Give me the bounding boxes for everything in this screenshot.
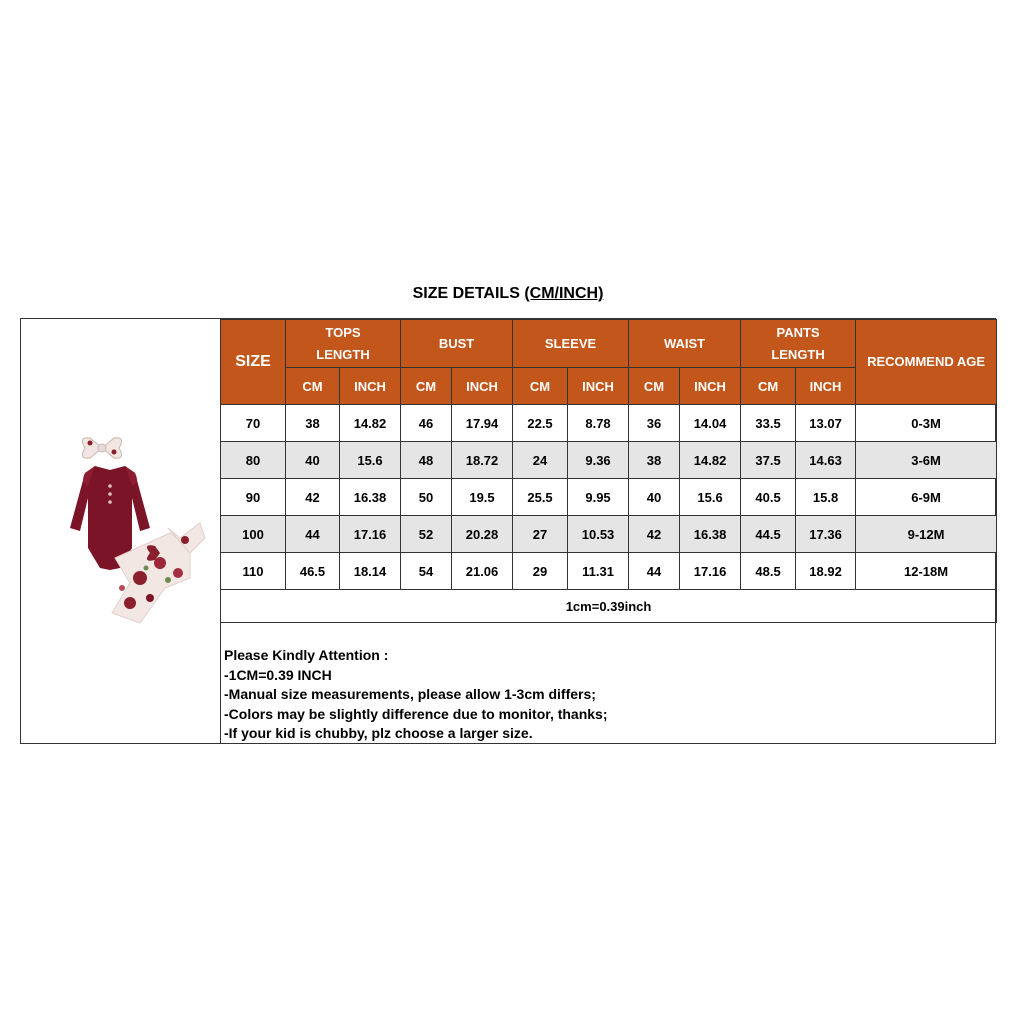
value-cell: 38 <box>629 442 680 479</box>
subheader-cm: CM <box>741 368 796 405</box>
value-cell: 48.5 <box>741 553 796 590</box>
size-cell: 90 <box>221 479 286 516</box>
value-cell: 15.6 <box>680 479 741 516</box>
value-cell: 17.16 <box>340 516 401 553</box>
subheader-inch: INCH <box>680 368 741 405</box>
size-cell: 70 <box>221 405 286 442</box>
subheader-cm: CM <box>401 368 452 405</box>
table-row <box>221 516 997 553</box>
value-cell: 13.07 <box>796 405 856 442</box>
size-cell: 100 <box>221 516 286 553</box>
value-cell: 24 <box>513 442 568 479</box>
attention-notes <box>224 646 608 744</box>
subheader-inch: INCH <box>452 368 513 405</box>
value-cell: 14.82 <box>340 405 401 442</box>
age-cell: 12-18M <box>856 553 997 590</box>
header-sleeve: SLEEVE <box>513 320 629 368</box>
subheader-inch: INCH <box>568 368 629 405</box>
subheader-cm: CM <box>513 368 568 405</box>
age-cell: 3-6M <box>856 442 997 479</box>
value-cell: 16.38 <box>680 516 741 553</box>
note-line: -Manual size measurements, please allow 1-3cm differs; <box>224 686 596 702</box>
value-cell: 17.94 <box>452 405 513 442</box>
value-cell: 50 <box>401 479 452 516</box>
value-cell: 15.8 <box>796 479 856 516</box>
value-cell: 9.36 <box>568 442 629 479</box>
value-cell: 42 <box>629 516 680 553</box>
size-cell: 80 <box>221 442 286 479</box>
value-cell: 17.36 <box>796 516 856 553</box>
age-cell: 9-12M <box>856 516 997 553</box>
value-cell: 38 <box>286 405 340 442</box>
value-cell: 27 <box>513 516 568 553</box>
notes-heading: Please Kindly Attention : <box>224 647 389 663</box>
value-cell: 44.5 <box>741 516 796 553</box>
value-cell: 40 <box>286 442 340 479</box>
value-cell: 40.5 <box>741 479 796 516</box>
value-cell: 18.92 <box>796 553 856 590</box>
header-tops-length: TOPS LENGTH <box>286 320 401 368</box>
value-cell: 17.16 <box>680 553 741 590</box>
value-cell: 14.82 <box>680 442 741 479</box>
title-unit: (CM/INCH) <box>524 285 604 302</box>
header-waist: WAIST <box>629 320 741 368</box>
note-line: -1CM=0.39 INCH <box>224 666 332 683</box>
value-cell: 44 <box>286 516 340 553</box>
value-cell: 42 <box>286 479 340 516</box>
conversion-row <box>221 590 997 623</box>
value-cell: 25.5 <box>513 479 568 516</box>
value-cell: 21.06 <box>452 553 513 590</box>
subheader-cm: CM <box>629 368 680 405</box>
value-cell: 37.5 <box>741 442 796 479</box>
size-table <box>220 319 997 623</box>
outfit-illustration <box>50 428 210 628</box>
value-cell: 52 <box>401 516 452 553</box>
value-cell: 18.14 <box>340 553 401 590</box>
value-cell: 46 <box>401 405 452 442</box>
subheader-inch: INCH <box>340 368 401 405</box>
page-title <box>0 285 1016 303</box>
header-size: SIZE <box>221 320 286 405</box>
table-row <box>221 405 997 442</box>
headband-icon <box>82 438 121 459</box>
table-row <box>221 479 997 516</box>
subheader-inch: INCH <box>796 368 856 405</box>
value-cell: 18.72 <box>452 442 513 479</box>
subheader-cm: CM <box>286 368 340 405</box>
header-pants-length: PANTS LENGTH <box>741 320 856 368</box>
header-bust: BUST <box>401 320 513 368</box>
age-cell: 6-9M <box>856 479 997 516</box>
conversion-note: 1cm=0.39inch <box>221 590 997 623</box>
value-cell: 10.53 <box>568 516 629 553</box>
note-line: -If your kid is chubby, plz choose a larger size. <box>224 725 533 741</box>
value-cell: 14.63 <box>796 442 856 479</box>
value-cell: 16.38 <box>340 479 401 516</box>
value-cell: 20.28 <box>452 516 513 553</box>
header-recommend-age: RECOMMEND AGE <box>856 320 997 405</box>
age-cell: 0-3M <box>856 405 997 442</box>
value-cell: 54 <box>401 553 452 590</box>
value-cell: 44 <box>629 553 680 590</box>
value-cell: 33.5 <box>741 405 796 442</box>
title-main: SIZE DETAILS <box>412 285 525 302</box>
table-row <box>221 442 997 479</box>
value-cell: 9.95 <box>568 479 629 516</box>
value-cell: 36 <box>629 405 680 442</box>
value-cell: 15.6 <box>340 442 401 479</box>
value-cell: 14.04 <box>680 405 741 442</box>
value-cell: 19.5 <box>452 479 513 516</box>
value-cell: 22.5 <box>513 405 568 442</box>
product-image-cell <box>20 318 221 744</box>
value-cell: 11.31 <box>568 553 629 590</box>
value-cell: 8.78 <box>568 405 629 442</box>
table-row <box>221 553 997 590</box>
value-cell: 46.5 <box>286 553 340 590</box>
note-line: -Colors may be slightly difference due to monitor, thanks; <box>224 705 608 722</box>
value-cell: 29 <box>513 553 568 590</box>
value-cell: 40 <box>629 479 680 516</box>
value-cell: 48 <box>401 442 452 479</box>
size-cell: 110 <box>221 553 286 590</box>
